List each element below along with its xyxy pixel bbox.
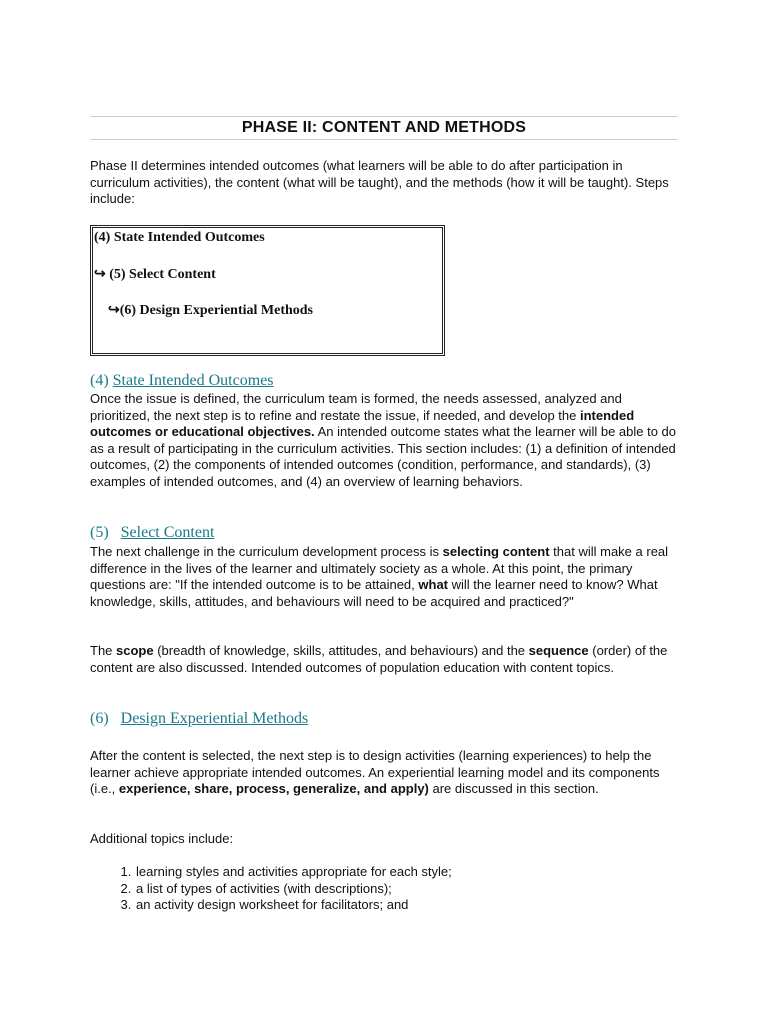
section-6-bold-text: experience, share, process, generalize, and apply) <box>118 781 429 796</box>
list-item: 2. a list of types of activities (with descriptions); <box>135 881 675 898</box>
section-6-title-link[interactable]: Design Experiential Methods <box>120 710 309 727</box>
section-5-bold-what: what <box>418 577 449 592</box>
title-top-rule <box>90 116 678 117</box>
section-4-text-b: An intended outcome states what the learner will be able to do as a result of participating in the curriculum activities. This section includes: (1) a definition of intended outcomes, (2) the components of intended outcomes (condition, performance, and standards), (3) examples of intended outcomes, and (4) an overview of learning behaviors. <box>90 424 677 489</box>
list-item: 1. learning styles and activities appropriate for each style; <box>135 864 675 881</box>
section-5-text-b: that will make a real difference in the lives of the learner and ultimately society as a whole. At this point, the primary questions are: "If the intended outcome is to be attained, <box>90 544 669 592</box>
section-4-text-a: Once the issue is defined, the curriculum team is formed, the needs assessed, analyzed and prioritized, the next step is to refine and restate the issue, if needed, and develop the <box>90 391 622 423</box>
section-5-text-c: will the learner need to know? What knowledge, skills, attitudes, and behaviours will need to be acquired and practiced?" <box>90 577 658 609</box>
section-5-paragraph-1 <box>90 544 682 610</box>
section-5-title-link[interactable]: Select Content <box>120 524 215 541</box>
section-5-bold-scope: scope <box>116 643 154 658</box>
steps-box-step-4: (4) State Intended Outcomes <box>94 230 265 245</box>
steps-box <box>90 225 445 356</box>
section-6-additional-label: Additional topics include: <box>90 831 234 846</box>
section-4-bold-text: intended outcomes or educational objectives. <box>90 407 635 439</box>
section-6-heading <box>90 710 308 728</box>
page-title: PHASE II: CONTENT AND METHODS <box>241 119 527 136</box>
title-bottom-rule <box>90 139 678 140</box>
section-5-paragraph-2 <box>90 643 682 676</box>
section-5-bold-selecting-content: selecting content <box>442 544 550 559</box>
section-5-p2-text-c: (order) of the content are also discussed. Intended outcomes of population education with content topics. <box>90 643 668 675</box>
section-4-paragraph <box>90 391 682 490</box>
list-item: 3. an activity design worksheet for facilitators; and <box>135 897 675 914</box>
section-4-heading <box>90 372 274 390</box>
section-5-text-a: The next challenge in the curriculum development process is <box>90 544 443 559</box>
steps-box-step-5: ↪ (5) Select Content <box>94 267 216 282</box>
section-5-p2-text-a: The <box>90 643 117 658</box>
section-4-title-link[interactable]: State Intended Outcomes <box>112 372 274 389</box>
section-5-heading <box>90 524 214 542</box>
section-5-number: (5) <box>90 524 121 541</box>
section-4-number: (4) <box>90 372 113 389</box>
section-6-paragraph-1 <box>90 748 682 798</box>
section-5-p2-text-b: (breadth of knowledge, skills, attitudes, and behaviours) and the <box>153 643 529 658</box>
topics-list <box>90 864 675 914</box>
section-5-bold-sequence: sequence <box>528 643 589 658</box>
section-6-text-a: After the content is selected, the next step is to design activities (learning experiences) to help the learner achieve appropriate intended outcomes. An experiential learning model and its components (i.e., <box>90 748 660 796</box>
section-6-text-b: are discussed in this section. <box>428 781 599 796</box>
intro-paragraph: Phase II determines intended outcomes (what learners will be able to do after participation in curriculum activities), the content (what will be taught), and the methods (how it will be taught). Steps include: <box>90 158 669 206</box>
section-6-number: (6) <box>90 710 121 727</box>
steps-box-step-6: ↪(6) Design Experiential Methods <box>108 303 313 318</box>
